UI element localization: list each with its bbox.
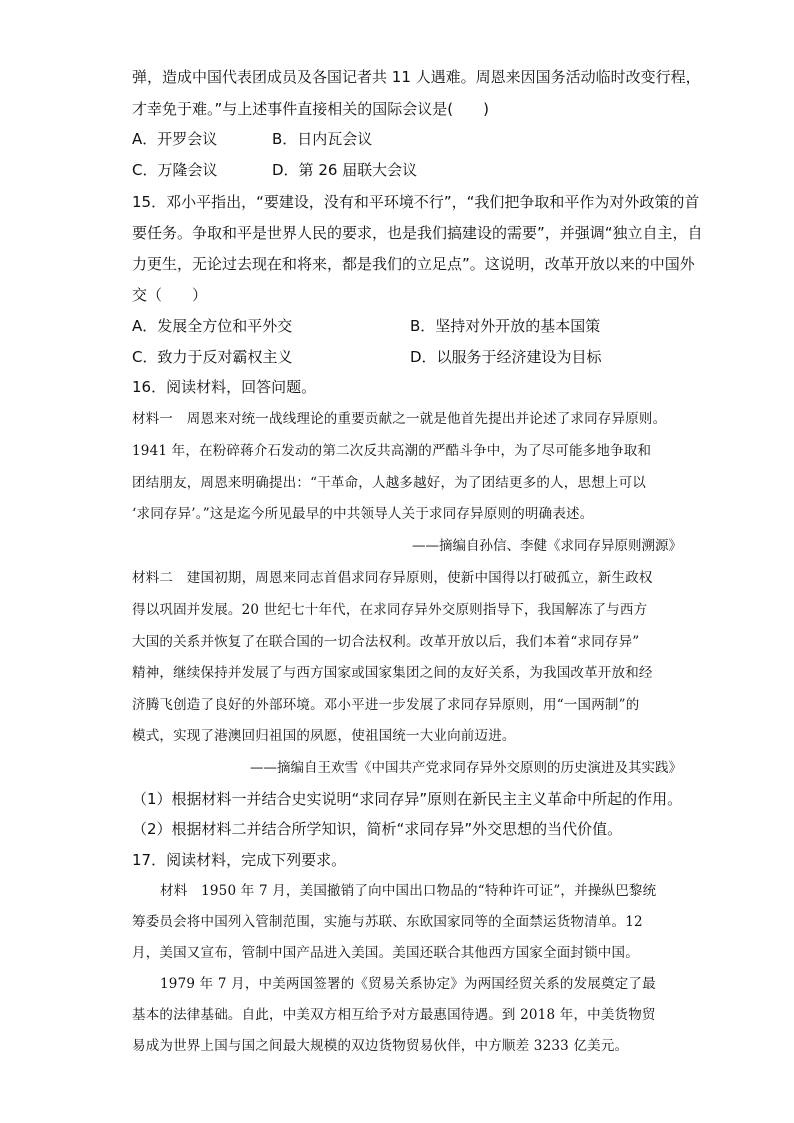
q16-subquestion-2: （2）根据材料二并结合所学知识，简析“求同存异”外交思想的当代价值。 [132,820,623,838]
q15-stem: 要任务。争取和平是世界人民的要求，也是我们搞建设的需要”，并强调“独立自主，自 [132,224,703,242]
material-one-text: 材料一 周恩来对统一战线理论的重要贡献之一就是他首先提出并论述了求同存异原则。 [132,411,667,427]
q15-stem: 15．邓小平指出，“要建设，没有和平环境不行”，“我们把争取和平作为对外政策的首 [132,193,700,211]
material-two-text: 模式，实现了港澳回归祖国的夙愿，使祖国统一大业向前迈进。 [132,728,516,744]
material-two-source: ——摘编自王欢雪《中国共产党求同存异外交原则的历史演进及其实践》 [250,760,682,776]
material-two-text: 济腾飞创造了良好的外部环境。邓小平进一步发展了求同存异原则，用“一国两制”的 [132,697,640,713]
q16-title: 16．阅读材料，回答问题。 [132,378,317,396]
q17-material-text: 材料 1950 年 7 月，美国撤销了向中国出口物品的“特种许可证”，并操纵巴黎统 [160,883,657,899]
q17-material-text: 月，美国又宣布，管制中国产品进入美国。美国还联合其他西方国家全面封锁中国。 [132,945,639,961]
q15-option-c: C．致力于反对霸权主义 [132,348,293,366]
material-one-text: 1941 年，在粉碎蒋介石发动的第二次反共高潮的严酷斗争中，为了尽可能多地争取和 [132,443,652,459]
material-one-text: 团结朋友，周恩来明确提出：“干革命，人越多越好，为了团结更多的人，思想上可以 [132,475,647,491]
q17-material-text: 基本的法律基础。自此，中美双方相互给予对方最惠国待遇。到 2018 年，中美货物贸 [132,1007,656,1023]
q14-option-c: C．万隆会议 [132,161,218,179]
q14-option-d: D．第 26 届联大会议 [272,161,418,179]
q17-material-text: 筹委员会将中国列入管制范围，实施与苏联、东欧国家同等的全面禁运货物清单。12 [132,914,643,930]
q14-option-b: B．日内瓦会议 [272,130,373,148]
q14-line: 才幸免于难。”与上述事件直接相关的国际会议是( ) [132,100,489,118]
material-two-text: 得以巩固并发展。20 世纪七十年代，在求同存异外交原则指导下，我国解冻了与西方 [132,602,648,618]
q15-stem: 力更生，无论过去现在和将来，都是我们的立足点”。这说明，改革开放以来的中国外 [132,255,695,273]
q17-title: 17．阅读材料，完成下列要求。 [132,851,347,869]
q15-stem: 交（ ） [132,286,208,304]
q17-material-text: 易成为世界上国与国之间最大规模的双边货物贸易伙伴，中方顺差 3233 亿美元。 [132,1038,629,1054]
material-two-text: 精神，继续保持并发展了与西方国家或国家集团之间的友好关系，为我国改革开放和经 [132,665,653,681]
material-one-source: ——摘编自孙信、李健《求同存异原则溯源》 [412,538,682,554]
q17-material-text: 1979 年 7 月，中美两国签署的《贸易关系协定》为两国经贸关系的发展奠定了最 [160,976,656,992]
q14-line: 弹，造成中国代表团成员及各国记者共 11 人遇难。周恩来因国务活动临时改变行程， [132,68,701,86]
q15-option-b: B．坚持对外开放的基本国策 [410,317,601,335]
material-two-text: 材料二 建国初期，周恩来同志首倡求同存异原则，使新中国得以打破孤立，新生政权 [132,570,653,586]
material-one-text: ‘求同存异’。”这是迄今所见最早的中共领导人关于求同存异原则的明确表述。 [132,506,594,522]
material-two-text: 大国的关系并恢复了在联合国的一切合法权利。改革开放以后，我们本着“求同存异” [132,634,640,650]
q14-option-a: A．开罗会议 [132,130,218,148]
q15-option-d: D．以服务于经济建设为目标 [410,348,602,366]
q15-option-a: A．发展全方位和平外交 [132,317,293,335]
q16-subquestion-1: （1）根据材料一并结合史实说明“求同存异”原则在新民主主义革命中所起的作用。 [132,790,683,808]
